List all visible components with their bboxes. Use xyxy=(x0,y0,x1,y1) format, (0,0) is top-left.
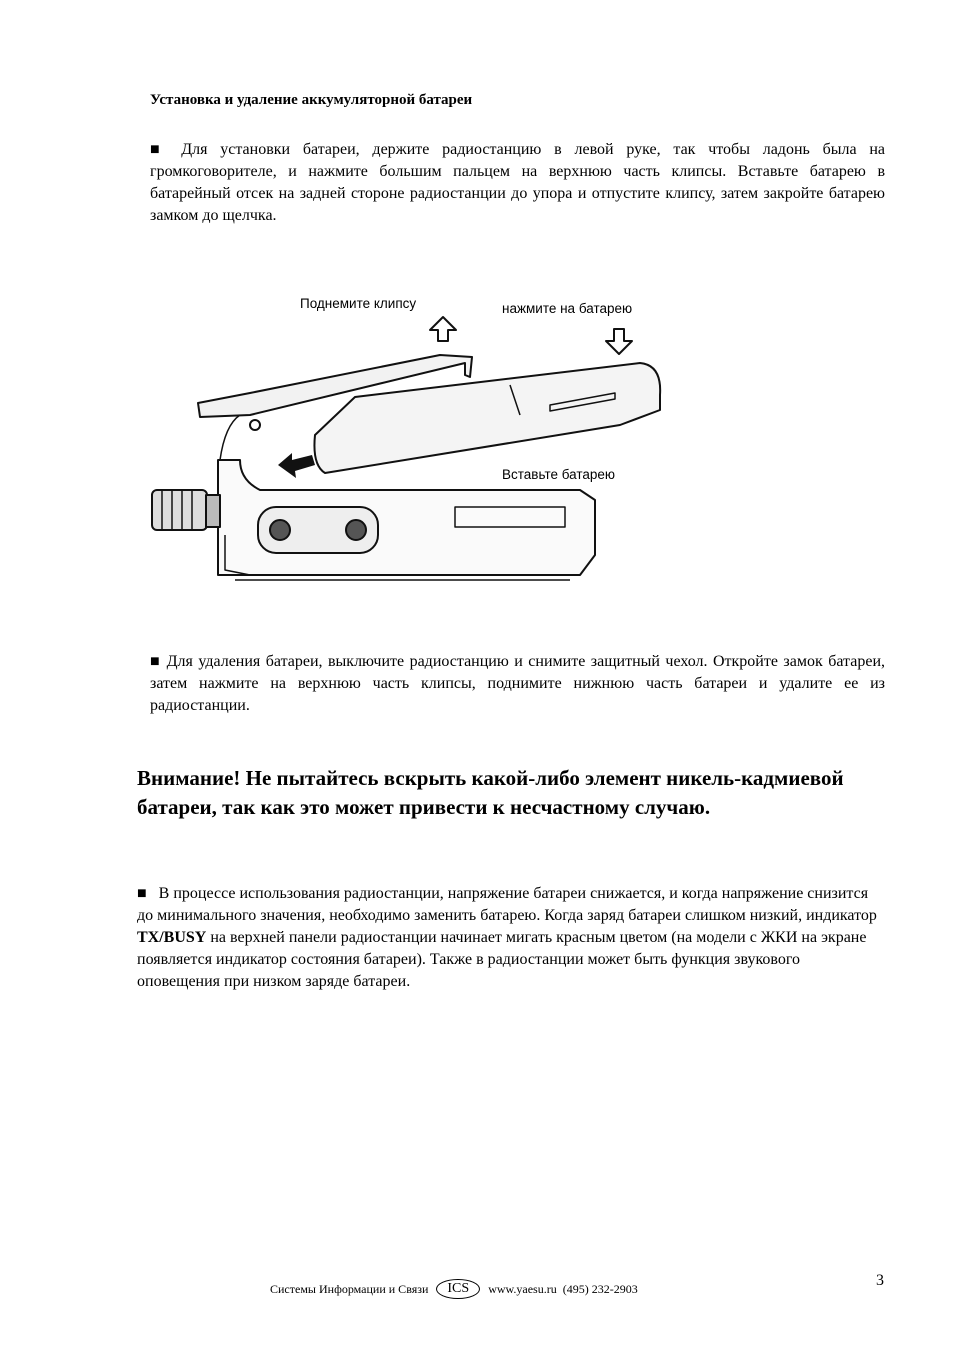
bullet: ■ xyxy=(150,653,162,670)
label-press-battery: нажмите на батарею xyxy=(502,301,633,316)
label-insert-battery: Вставьте батарею xyxy=(502,467,616,482)
footer-phone: (495) 232-2903 xyxy=(562,1281,638,1296)
tx-busy-indicator: TX/BUSY xyxy=(137,929,207,946)
voltage-text-before: В процессе использования радиостанции, напряжение батареи снижается, и когда напряжение снизится до минимального значения, необходимо заменить батарею. Когда заряд батареи слишком низкий, индикатор xyxy=(137,885,877,924)
remove-paragraph xyxy=(150,651,885,717)
section-title: Установка и удаление аккумуляторной батареи xyxy=(150,92,473,108)
label-lift-clip: Поднемите клипсу xyxy=(300,296,417,311)
insert-arrow-icon xyxy=(278,453,315,478)
press-arrow-icon xyxy=(606,329,632,354)
radio-illustration xyxy=(140,285,680,590)
install-text: Для установки батареи, держите радиостанцию в левой руке, так чтобы ладонь была на громкоговорителе, и нажмите большим пальцем на верхнюю часть клипсы. Вставьте батарею в батарейный отсек на задней стороне радиостанции до упора и отпустите клипсу, затем закройте батарею замком до щелчка. xyxy=(150,141,885,224)
clip-pivot xyxy=(250,420,260,430)
footer-company: Системы Информации и Связи xyxy=(270,1281,429,1296)
screw-right xyxy=(346,520,366,540)
voltage-paragraph xyxy=(137,883,887,993)
install-paragraph xyxy=(150,139,885,227)
volume-knob xyxy=(152,490,207,530)
battery-installation-figure xyxy=(140,285,680,590)
bullet: ■ xyxy=(137,885,147,902)
ics-logo: ICS xyxy=(436,1279,480,1299)
knob-collar xyxy=(206,495,220,527)
lift-arrow-icon xyxy=(430,317,456,341)
remove-text: Для удаления батареи, выключите радиостанцию и снимите защитный чехол. Откройте замок батареи, затем нажмите на верхнюю часть клипсы, поднимите нижнюю часть батареи и удалите ее из радиостанции. xyxy=(150,653,886,714)
voltage-text-after: на верхней панели радиостанции начинает мигать красным цветом (на модели с ЖКИ на экране появляется индикатор состояния батареи). Также в радиостанции может быть функция звукового оповещения при низком заряде батареи. xyxy=(137,929,867,990)
page-number: 3 xyxy=(876,1272,884,1289)
warning-text: Внимание! Не пытайтесь вскрыть какой-либо элемент никель-кадмиевой батареи, так как это может привести к несчастному случаю. xyxy=(137,766,844,819)
footer-website: www.yaesu.ru xyxy=(488,1281,557,1296)
screw-left xyxy=(270,520,290,540)
bullet: ■ xyxy=(150,141,169,158)
page-footer xyxy=(270,1276,700,1302)
clip-hinge xyxy=(220,415,240,460)
